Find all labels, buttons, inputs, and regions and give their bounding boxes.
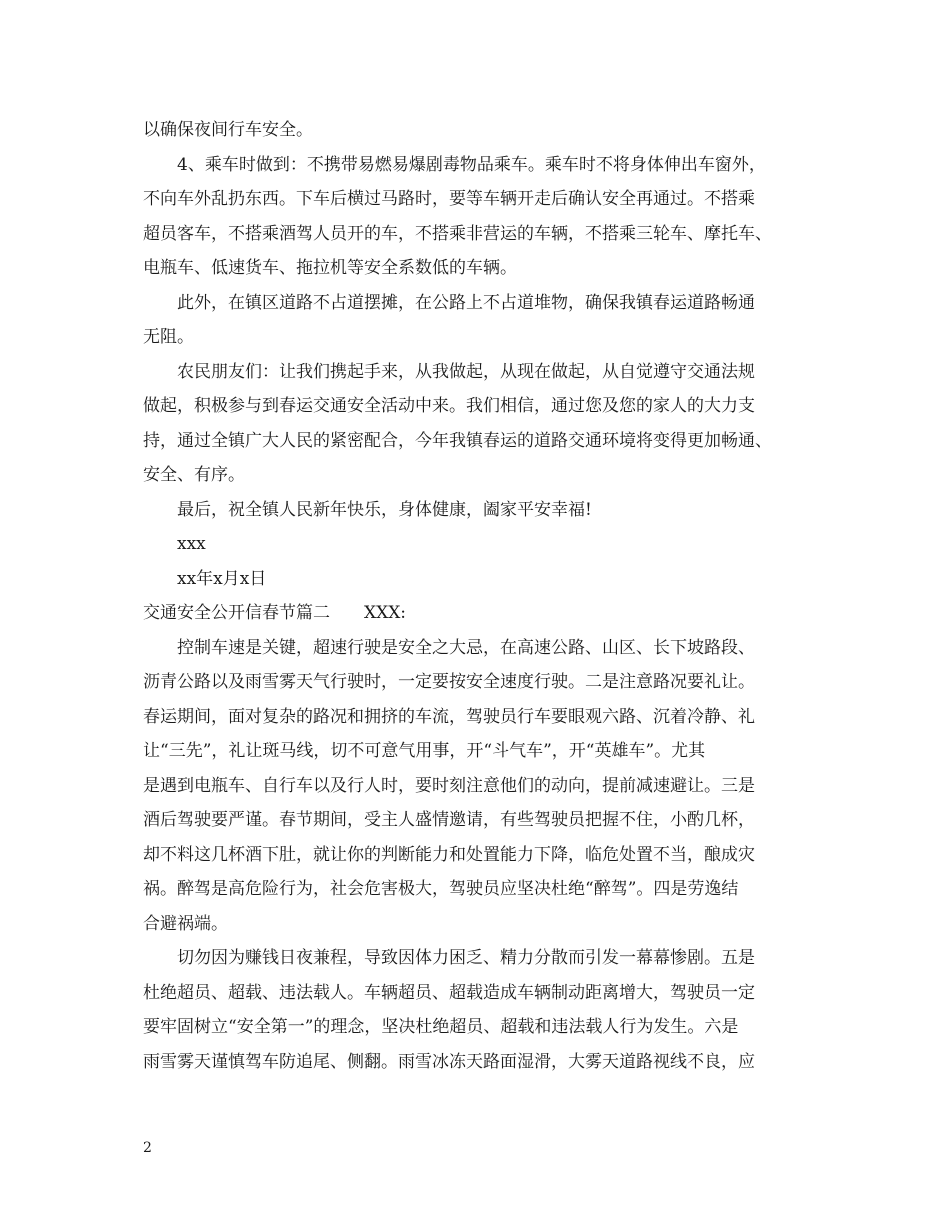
text-line: 要牢固树立“安全第一”的理念，坚决杜绝超员、超载和违法载人行为发生。六是 [143, 1017, 739, 1037]
text-line: 合避祸端。 [143, 913, 228, 934]
text-line: 不向车外乱扔东西。下车后横过马路时，要等车辆开走后确认安全再通过。不搭乘 [143, 189, 755, 209]
text-line: 让“三先”，礼让斑马线，切不可意气用事，开“斗气车”，开“英雄车”。尤其 [143, 741, 706, 761]
signature-date: xx年x月x日 [177, 568, 267, 589]
document-page [143, 113, 833, 1079]
page-number: 2 [143, 1140, 152, 1156]
text-line: 沥青公路以及雨雪雾天气行驶时，一定要按安全速度行驶。二是注意路况要礼让。 [143, 672, 755, 692]
text-line: 最后，祝全镇人民新年快乐，身体健康，阖家平安幸福! [177, 499, 592, 520]
section-title: 交通安全公开信春节篇二 [143, 603, 330, 623]
text-line: 祸。醉驾是高危险行为，社会危害极大，驾驶员应坚决杜绝“醉驾”。四是劳逸结 [143, 879, 739, 899]
text-line: 做起，积极参与到春运交通安全活动中来。我们相信，通过您及您的家人的大力支 [143, 396, 755, 416]
text-line: 杜绝超员、超载、违法载人。车辆超员、超载造成车辆制动距离增大，驾驶员一定 [143, 982, 755, 1003]
section-heading-line [143, 596, 833, 631]
text-line: 是遇到电瓶车、自行车以及行人时，要时刻注意他们的动向，提前减速避让。三是 [143, 775, 755, 796]
text-line: 4、乘车时做到：不携带易燃易爆剧毒物品乘车。乘车时不将身体伸出车窗外， [177, 154, 766, 175]
text-line: 此外，在镇区道路不占道摆摊，在公路上不占道堆物，确保我镇春运道路畅通 [177, 292, 755, 313]
text-line: 却不料这几杯酒下肚，就让你的判断能力和处置能力下降，临危处置不当，酿成灾 [143, 844, 755, 865]
text-line: 以确保夜间行车安全。 [143, 120, 313, 140]
text-line: 控制车速是关键，超速行驶是安全之大忌，在高速公路、山区、长下坡路段、 [177, 637, 755, 658]
text-line: 春运期间，面对复杂的路况和拥挤的车流，驾驶员行车要眼观六路、沉着冷静、礼 [143, 706, 755, 727]
text-line: 电瓶车、低速货车、拖拉机等安全系数低的车辆。 [143, 258, 517, 278]
salutation: XXX: [364, 603, 407, 623]
text-line: 持，通过全镇广大人民的紧密配合，今年我镇春运的道路交通环境将变得更加畅通、 [143, 430, 772, 451]
text-line: 雨雪雾天谨慎驾车防追尾、侧翻。雨雪冰冻天路面湿滑，大雾天道路视线不良，应 [143, 1051, 755, 1072]
signature-name: xxx [177, 534, 206, 554]
text-line: 农民朋友们：让我们携起手来，从我做起，从现在做起，从自觉遵守交通法规 [177, 361, 755, 382]
text-line: 无阻。 [143, 327, 194, 347]
text-line: 安全、有序。 [143, 465, 245, 485]
text-line: 超员客车，不搭乘酒驾人员开的车，不搭乘非营运的车辆，不搭乘三轮车、摩托车、 [143, 223, 772, 244]
text-line: 切勿因为赚钱日夜兼程，导致因体力困乏、精力分散而引发一幕幕惨剧。五是 [177, 948, 755, 968]
text-line: 酒后驾驶要严谨。春节期间，受主人盛情邀请，有些驾驶员把握不住，小酌几杯， [143, 810, 755, 830]
